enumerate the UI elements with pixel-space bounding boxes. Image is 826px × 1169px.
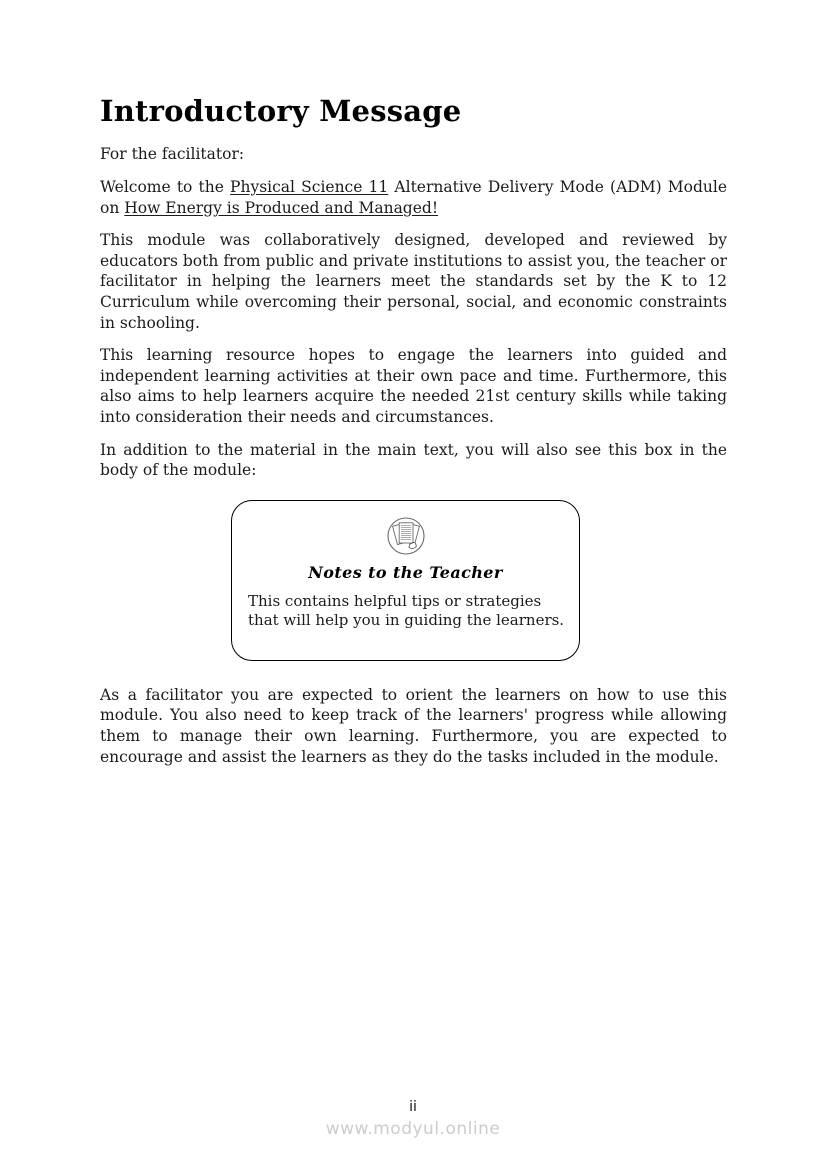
welcome-text-mid: Alternative Delivery Mode (ADM) Module on <box>100 178 727 217</box>
paragraph-facilitator-role: As a facilitator you are expected to orient the learners on how to use this module. You also need to keep track of the learners' progress while allowing them to manage their own learning. Furthermore, you are expected to encourage and assist the learners as they do the tasks included in the module. <box>100 685 727 766</box>
notes-to-teacher-box <box>231 500 580 661</box>
notes-box-body: This contains helpful tips or strategies that will help you in guiding the learners. <box>248 591 565 630</box>
salutation: For the facilitator: <box>100 145 245 164</box>
paragraph-box-intro: In addition to the material in the main text, you will also see this box in the body of the module: <box>100 440 727 480</box>
paragraph-module-design: This module was collaboratively designed, developed and reviewed by educators both from public and private institutions to assist you, the teacher or facilitator in helping the learners meet the standards set by the K to 12 Curriculum while overcoming their personal, social, and economic constraints in schooling. <box>100 231 727 332</box>
notes-box-title: Notes to the Teacher <box>308 562 503 582</box>
page-number: ii <box>409 1099 417 1115</box>
watermark-text: www.modyul.online <box>325 1119 501 1139</box>
underlined-module-title-text: How Energy is Produced and Managed! <box>124 198 439 217</box>
paragraph-learning-resource: This learning resource hopes to engage the learners into guided and independent learning activities at their own pace and time. Furthermore, this also aims to help learners acquire the needed 21st century skills while taking into consideration their needs and circumstances. <box>100 346 727 426</box>
underlined-subject-text: Physical Science 11 <box>230 178 389 197</box>
welcome-paragraph <box>100 177 727 218</box>
page-footer <box>0 1098 826 1140</box>
papers-in-hand-icon <box>242 516 569 556</box>
welcome-text-pre: Welcome to the <box>100 178 231 197</box>
page-title: Introductory Message <box>100 94 462 128</box>
